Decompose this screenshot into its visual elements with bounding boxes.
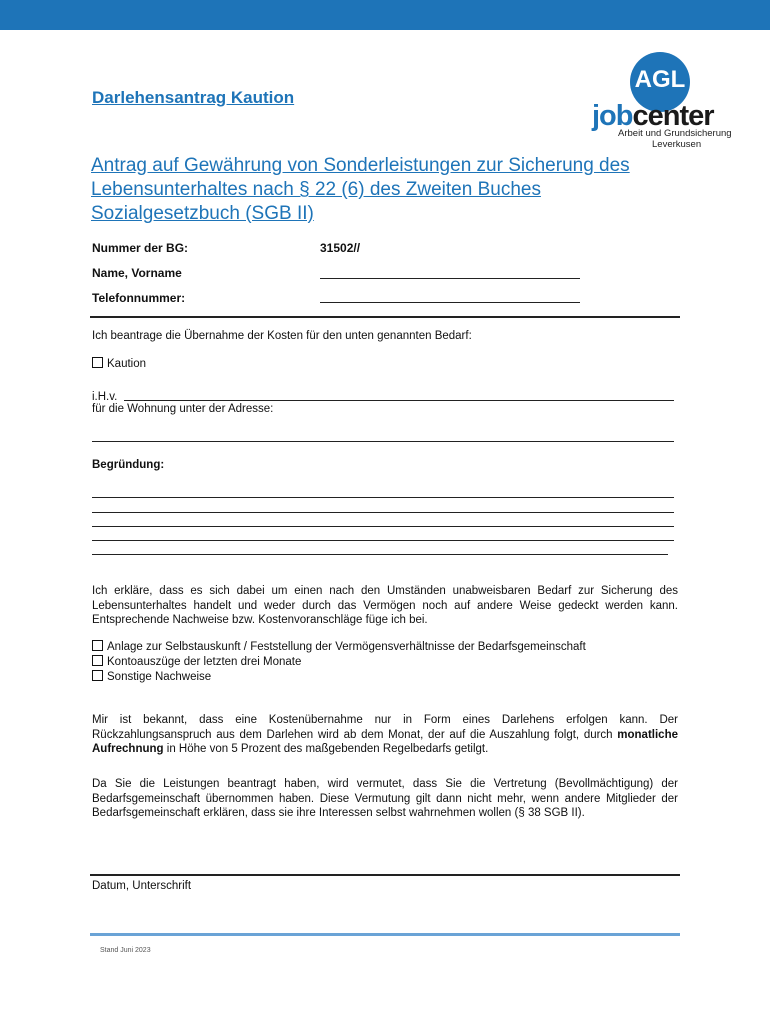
- address-input-line[interactable]: [92, 441, 674, 442]
- kaution-checkbox[interactable]: [92, 357, 103, 368]
- reason-line-1[interactable]: [92, 497, 674, 498]
- phone-input-line[interactable]: [320, 302, 580, 303]
- name-label: Name, Vorname: [92, 266, 182, 280]
- request-intro: Ich beantrage die Übernahme der Kosten für den unten genannten Bedarf:: [92, 330, 472, 342]
- attachment-2-checkbox[interactable]: [92, 655, 103, 666]
- attachment-3-checkbox[interactable]: [92, 670, 103, 681]
- bg-number-value: 31502//: [320, 241, 361, 255]
- logo-subline-2: Leverkusen: [652, 139, 702, 150]
- phone-label: Telefonnummer:: [92, 291, 186, 305]
- bg-number-label: Nummer der BG:: [92, 241, 189, 255]
- reason-line-4[interactable]: [92, 540, 674, 541]
- footer-bar: [90, 933, 680, 936]
- loan-notice-part1: Mir ist bekannt, dass eine Kostenübernahme nur in Form eines Darlehens erfolgen kann. Der Rückzahlungsanspruch aus dem Darlehen wird ab dem Monat, der auf die Auszahlung folgt, durch: [92, 714, 678, 741]
- representation-notice: Da Sie die Leistungen beantragt haben, wird vermutet, dass Sie die Vertretung (Bevollmächtigung) der Bedarfsgemeinschaft übernommen haben. Diese Vermutung gilt dann nicht mehr, wenn andere Mitglieder der Bedarfsgemeinschaft erklären, dass sie ihre Interessen selbst wahrnehmen wollen (§ 38 SGB II).: [92, 778, 678, 819]
- logo-subline-1: Arbeit und Grundsicherung: [618, 128, 732, 139]
- amount-input-line[interactable]: [124, 400, 674, 401]
- address-label: für die Wohnung unter der Adresse:: [92, 403, 274, 415]
- signature-line[interactable]: [90, 874, 680, 876]
- attachment-3-label: Sonstige Nachweise: [107, 671, 212, 683]
- document-title: Darlehensantrag Kaution: [92, 88, 295, 107]
- logo-agl-text: AGL: [634, 66, 686, 93]
- signature-label: Datum, Unterschrift: [92, 880, 192, 892]
- logo-wordmark-job: job: [592, 100, 633, 132]
- ihv-label: i.H.v.: [92, 391, 118, 403]
- jobcenter-logo: [586, 52, 736, 152]
- attachment-1-checkbox[interactable]: [92, 640, 103, 651]
- section-divider: [90, 316, 680, 318]
- attachment-3: [92, 670, 211, 684]
- document-subtitle: Antrag auf Gewährung von Sonderleistungen zur Sicherung des Lebensunterhaltes nach § 22 (6) des Zweiten Buches Sozialgesetzbuch (SGB II): [91, 155, 630, 224]
- top-banner: [0, 0, 770, 30]
- name-input-line[interactable]: [320, 278, 580, 279]
- kaution-label: Kaution: [107, 358, 147, 370]
- kaution-option: [92, 357, 146, 371]
- attachment-1-label: Anlage zur Selbstauskunft / Feststellung der Vermögensverhältnisse der Bedarfsgemeinschaft: [107, 641, 586, 653]
- attachment-2: [92, 655, 301, 669]
- attachment-1: [92, 640, 586, 654]
- loan-notice-part2: in Höhe von 5 Prozent des maßgebenden Regelbedarfs getilgt.: [163, 743, 489, 755]
- reason-line-3[interactable]: [92, 526, 674, 527]
- reason-label: Begründung:: [92, 459, 165, 471]
- reason-line-2[interactable]: [92, 512, 674, 513]
- loan-notice-bold: monatliche Aufrechnung: [92, 728, 678, 755]
- reason-line-5[interactable]: [92, 554, 668, 555]
- attachment-2-label: Kontoauszüge der letzten drei Monate: [107, 656, 302, 668]
- loan-notice: [92, 713, 678, 757]
- footer-date: Stand Juni 2023: [100, 947, 151, 954]
- declaration-text: Ich erkläre, dass es sich dabei um einen nach den Umständen unabweisbaren Bedarf zur Sicherung des Lebensunterhaltes handelt und weder durch das Vermögen noch auf andere Weise gedeckt werden kann. Entsprechende Nachweise bzw. Kostenvoranschläge füge ich bei.: [92, 585, 678, 626]
- logo-wordmark-center: center: [632, 100, 714, 132]
